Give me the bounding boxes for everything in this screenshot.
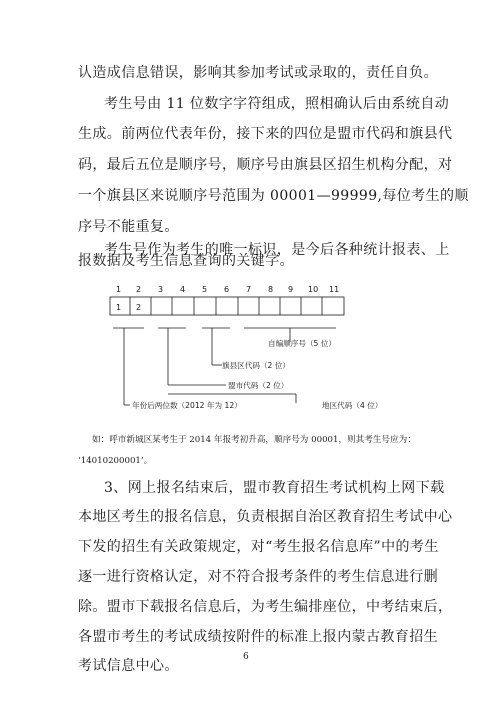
paragraph-line: 考生号作为考生的唯一标识，是今后各种统计报表、上 [104, 242, 450, 258]
position-number: 6 [224, 285, 230, 294]
paragraph-line: 3、网上报名结束后，盟市教育招生考试机构上网下载 [104, 480, 445, 496]
paragraph-line: 除。盟市下载报名信息后，为考生编排座位，中考结束后， [78, 599, 453, 615]
paragraph-line: 报数据及考生信息查询的关键字。 [78, 253, 294, 269]
paragraph-line: 码，最后五位是顺序号，顺序号由旗县区招生机构分配，对 [78, 157, 453, 173]
cell-value: 1 [116, 303, 122, 312]
paragraph-line: 一个旗县区来说顺序号范围为 00001—99999,每位考生的顺 [78, 188, 469, 204]
position-number: 9 [288, 285, 294, 294]
label-year-digits: 年份后两位数（2012 年为 12） [132, 401, 242, 410]
label-sequence-number: 自编顺序号（5 位） [268, 339, 336, 348]
paragraph-line: 认造成信息错误，影响其参加考试或录取的，责任自负。 [78, 65, 438, 81]
position-number: 5 [202, 285, 208, 294]
position-number: 2 [136, 285, 142, 294]
position-number: 3 [158, 285, 164, 294]
example-note-line: ‘14010200001’。 [78, 456, 153, 466]
example-note-line: 如：呼市新城区某考生于 2014 年报考初升高，顺序号为 00001，则其考生号应为： [92, 435, 416, 445]
position-number: 11 [329, 285, 340, 294]
paragraph-line: 各盟市考生的考试成绩按附件的标准上报内蒙古教育招生 [78, 629, 438, 645]
label-league-code: 盟市代码（2 位） [228, 381, 289, 390]
position-number: 7 [246, 285, 252, 294]
cell-value: 2 [136, 303, 142, 312]
page-number: 6 [243, 652, 249, 662]
position-number: 4 [180, 285, 186, 294]
label-region-code: 地区代码（4 位） [322, 401, 383, 410]
paragraph-line: 序号不能重复。 [78, 219, 179, 235]
paragraph-line: 下发的招生有关政策规定，对“考生报名信息库”中的考生 [78, 539, 439, 555]
label-county-code: 旗县区代码（2 位） [222, 361, 290, 370]
position-number: 1 [116, 285, 122, 294]
position-number: 10 [308, 285, 319, 294]
paragraph-line: 考生号由 11 位数字字符组成，照相确认后由系统自动 [104, 96, 450, 112]
digit-cells [110, 297, 344, 315]
paragraph-line: 本地区考生的报名信息，负责根据自治区教育招生考试中心 [78, 509, 453, 525]
paragraph-line: 逐一进行资格认定，对不符合报考条件的考生信息进行删 [78, 569, 438, 585]
paragraph-line: 考试信息中心。 [78, 658, 179, 674]
paragraph-line: 生成。前两位代表年份，接下来的四位是盟市代码和旗县代 [78, 126, 453, 142]
position-number: 8 [268, 285, 274, 294]
